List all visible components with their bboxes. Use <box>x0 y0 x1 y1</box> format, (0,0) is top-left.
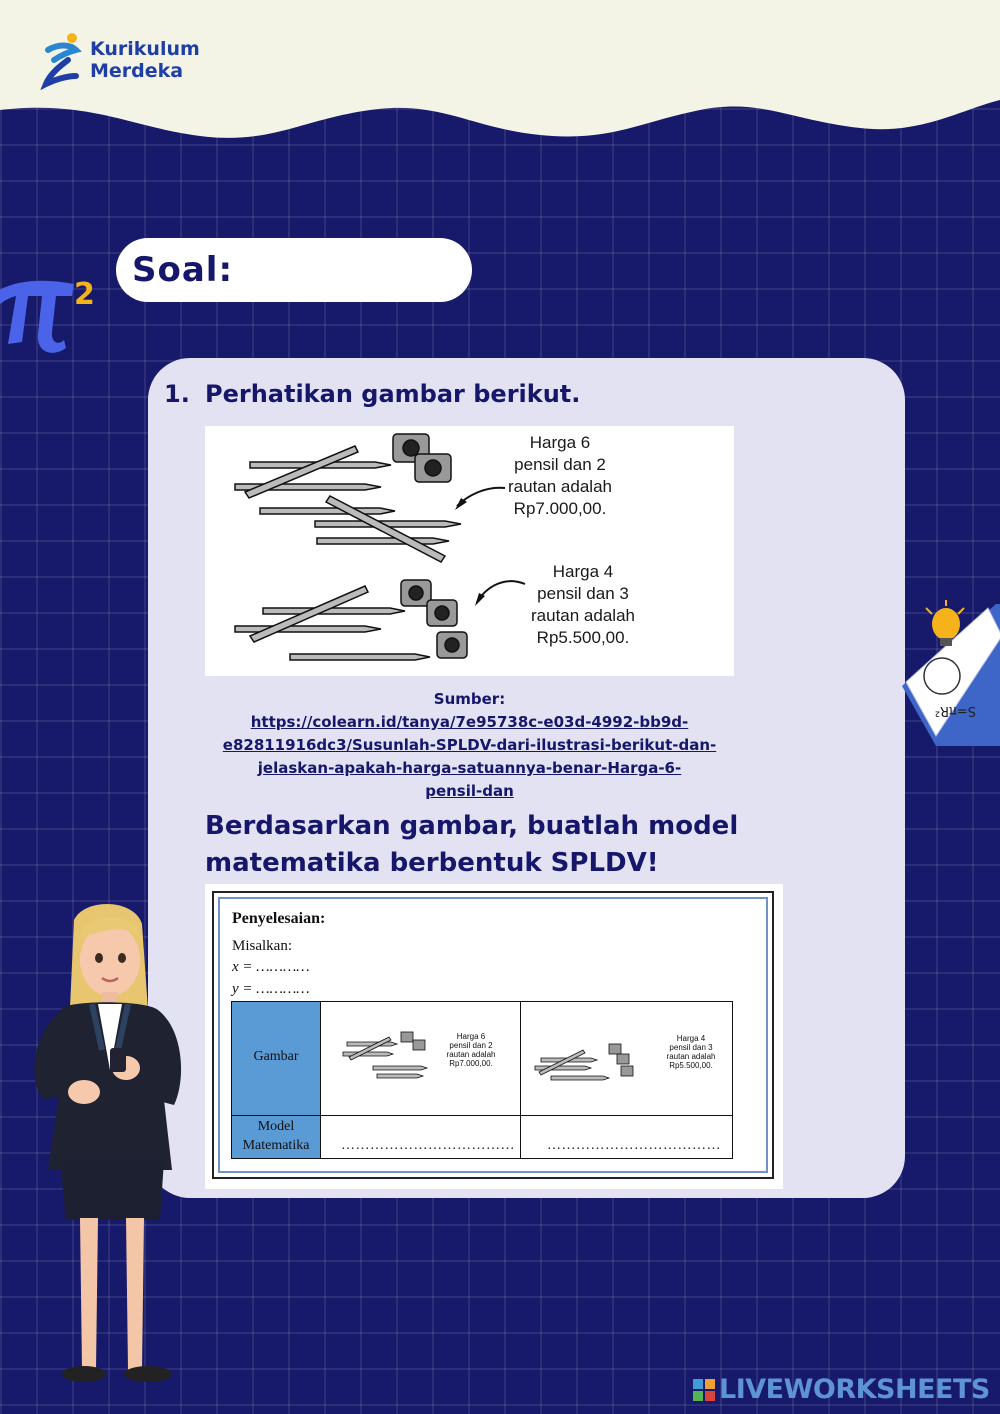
model-answer-2[interactable]: ……………………………… <box>547 1138 721 1153</box>
brand-line-1: Kurikulum <box>90 38 200 60</box>
liveworksheets-brand <box>693 1374 990 1405</box>
model-answer-1[interactable]: ……………………………… <box>321 1116 521 1158</box>
liveworksheets-logo-icon <box>693 1379 715 1401</box>
pencils-and-sharpeners-drawing <box>205 426 734 676</box>
source-label: Sumber: <box>433 690 506 708</box>
model-row-header: Model Matematika <box>232 1116 321 1158</box>
picture-cell-1: Harga 6 pensil dan 2 rautan adalah Rp7.000,00. <box>321 1002 521 1116</box>
picture-cell-2: Harga 4 pensil dan 3 rautan adalah Rp5.500,00. <box>521 1002 732 1116</box>
question-title: Perhatikan gambar berikut. <box>205 380 581 408</box>
question-instruction: Berdasarkan gambar, buatlah model matematika berbentuk SPLDV! <box>205 811 739 878</box>
image-source <box>205 688 734 803</box>
sheet-heading: Penyelesaian: <box>232 910 326 927</box>
picture-row-header: Gambar <box>232 1002 321 1116</box>
let-label: Misalkan: <box>232 938 292 954</box>
svg-text:2: 2 <box>74 277 95 312</box>
x-variable-line: x = ………… <box>232 959 310 975</box>
pencil-sharpener-illustration <box>205 426 734 676</box>
kurikulum-logo-icon <box>40 30 82 90</box>
section-label-pill <box>116 238 472 302</box>
bottom-price-caption: Harga 4 pensil dan 3 rautan adalah Rp5.500,00. <box>531 562 635 647</box>
svg-text:S=πR²: S=πR² <box>934 703 976 718</box>
answer-sheet <box>205 884 783 1189</box>
top-price-caption: Harga 6 pensil dan 2 rautan adalah Rp7.000,00. <box>508 433 612 518</box>
kurikulum-merdeka-logo <box>40 30 200 90</box>
liveworksheets-text: LIVEWORKSHEETS <box>719 1374 990 1405</box>
source-link[interactable]: https://colearn.id/tanya/7e95738c-e03d-4992-bb9d- e82811916dc3/Susunlah-SPLDV-dari-ilustrasi-berikut-dan- jelaskan-apakah-harga-satuannya-benar-Harga-6- pensil-dan <box>222 713 717 800</box>
teacher-character-illustration <box>14 900 204 1390</box>
y-variable-line: y = ………… <box>232 981 310 997</box>
math-book-lightbulb-icon <box>896 596 1000 746</box>
brand-line-2: Merdeka <box>90 60 184 82</box>
answer-table <box>231 1001 733 1159</box>
question-number: 1. <box>164 380 190 408</box>
section-label: Soal: <box>132 250 234 290</box>
pi-squared-icon <box>0 262 104 357</box>
